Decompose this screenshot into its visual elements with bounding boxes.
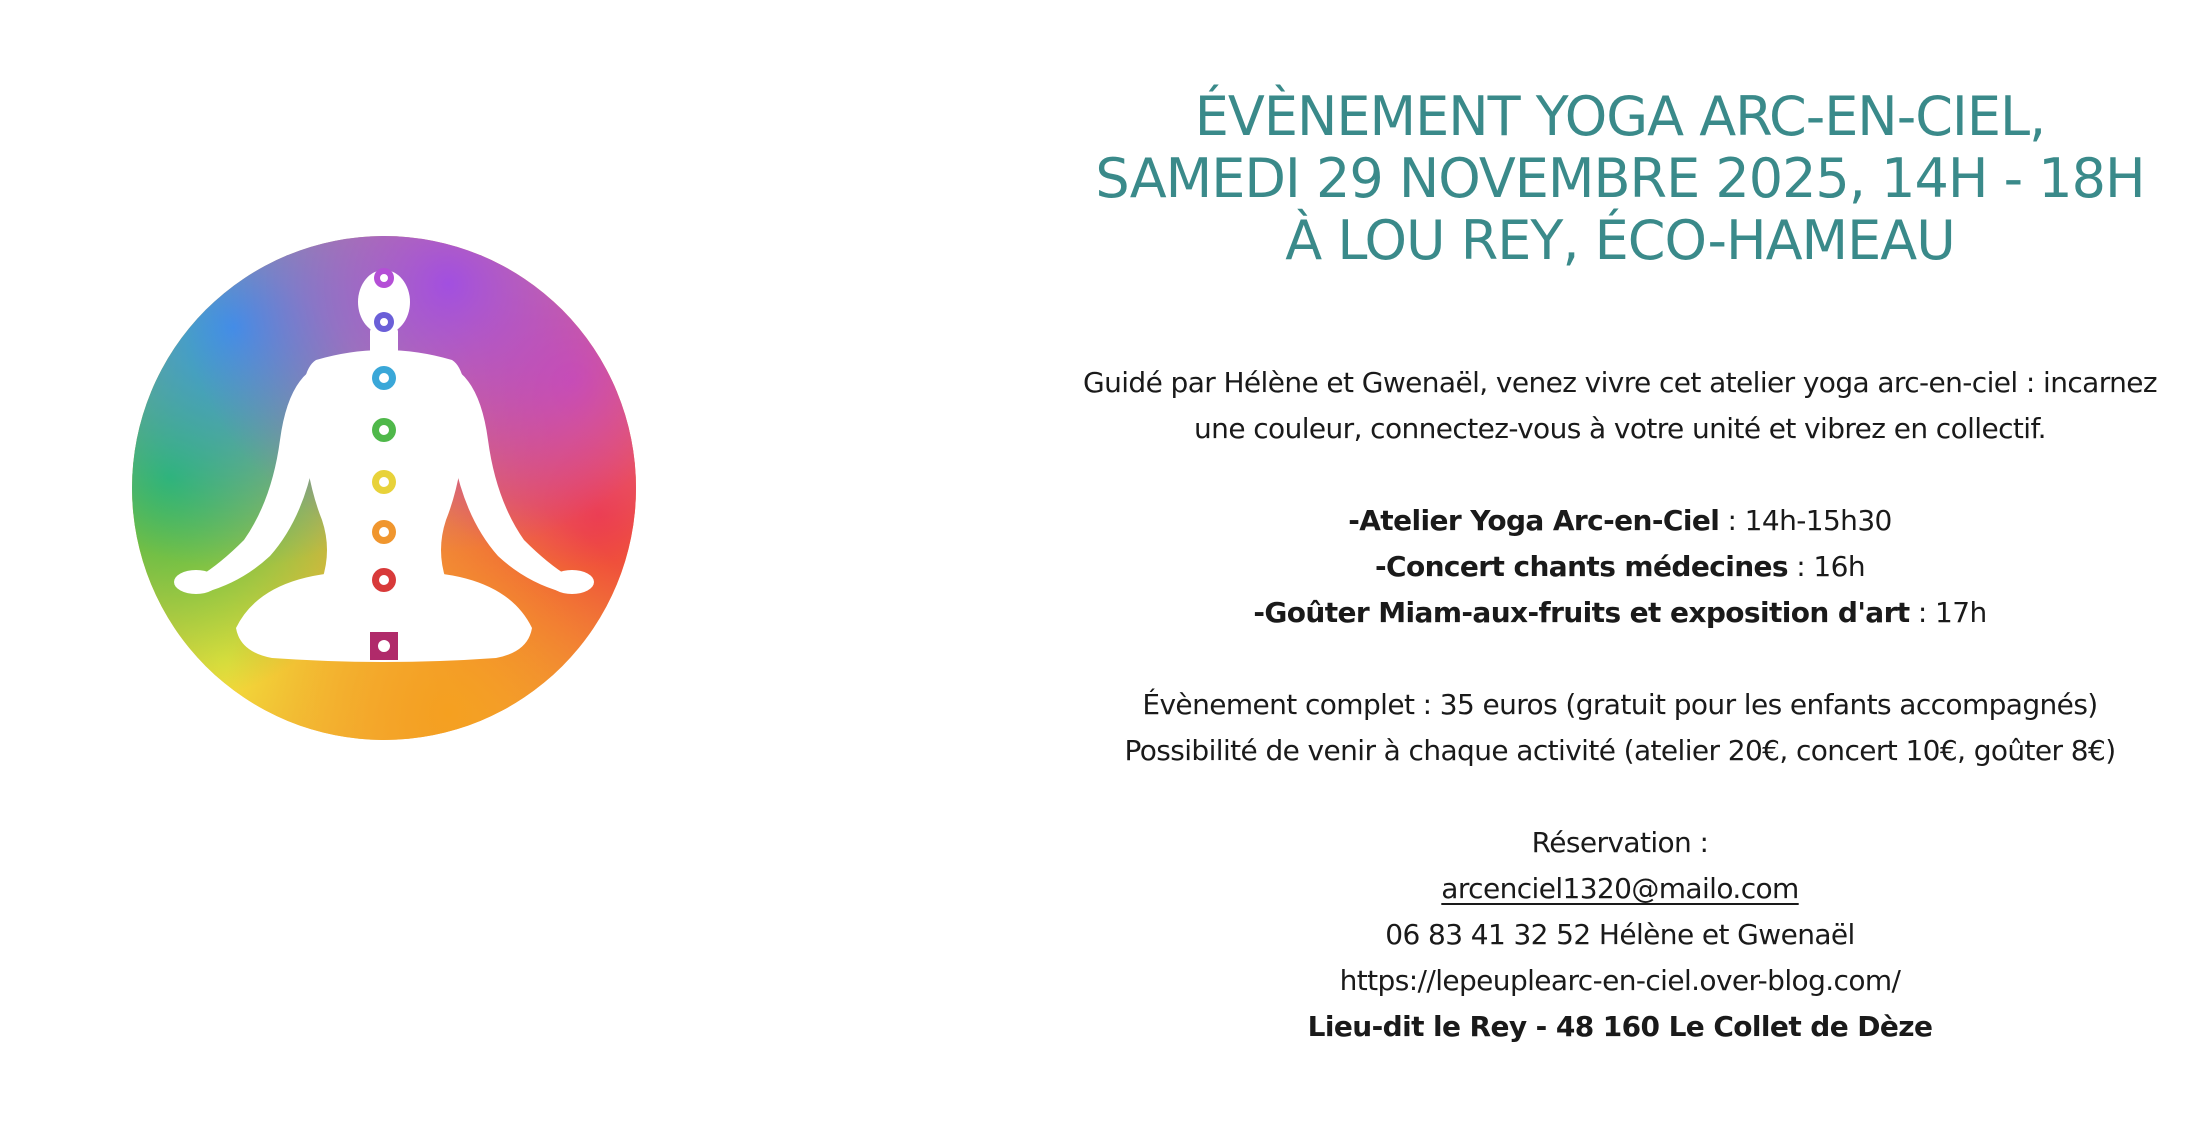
intro-line-1: Guidé par Hélène et Gwenaël, venez vivre cet atelier yoga arc-en-ciel : incarnez	[1083, 366, 2157, 399]
title-line-1: ÉVÈNEMENT YOGA ARC-EN-CIEL,	[1194, 85, 2046, 148]
program-item-time: : 17h	[1909, 596, 1987, 629]
program-item	[1060, 544, 2180, 590]
phone-line: 06 83 41 32 52 Hélène et Gwenaël	[1385, 918, 1855, 951]
title-line-3: À LOU REY, ÉCO-HAMEAU	[1285, 209, 1955, 272]
reservation-label: Réservation :	[1531, 826, 1709, 859]
program-item	[1060, 590, 2180, 636]
email-link[interactable]: arcenciel1320@mailo.com	[1441, 872, 1799, 905]
page-title	[1060, 86, 2180, 272]
website-line: https://lepeuplearc-en-ciel.over-blog.com/	[1339, 964, 1901, 997]
title-line-2: SAMEDI 29 NOVEMBRE 2025, 14H - 18H	[1095, 147, 2145, 210]
program-item-name: -Concert chants médecines	[1374, 550, 1788, 583]
email-line	[1060, 866, 2180, 912]
address-line: Lieu-dit le Rey - 48 160 Le Collet de Dèze	[1307, 1010, 1933, 1043]
program-item-time: : 16h	[1788, 550, 1866, 583]
meditation-chakra-icon	[116, 220, 652, 756]
pricing-line-2: Possibilité de venir à chaque activité (atelier 20€, concert 10€, goûter 8€)	[1124, 734, 2116, 767]
program-item-time: : 14h-15h30	[1719, 504, 1892, 537]
pricing-line-1: Évènement complet : 35 euros (gratuit pour les enfants accompagnés)	[1142, 688, 2098, 721]
event-details	[1060, 86, 2180, 1050]
program-item	[1060, 498, 2180, 544]
intro-line-2: une couleur, connectez-vous à votre unité et vibrez en collectif.	[1194, 412, 2046, 445]
program-item-name: -Atelier Yoga Arc-en-Ciel	[1348, 504, 1720, 537]
program-item-name: -Goûter Miam-aux-fruits et exposition d'art	[1253, 596, 1910, 629]
